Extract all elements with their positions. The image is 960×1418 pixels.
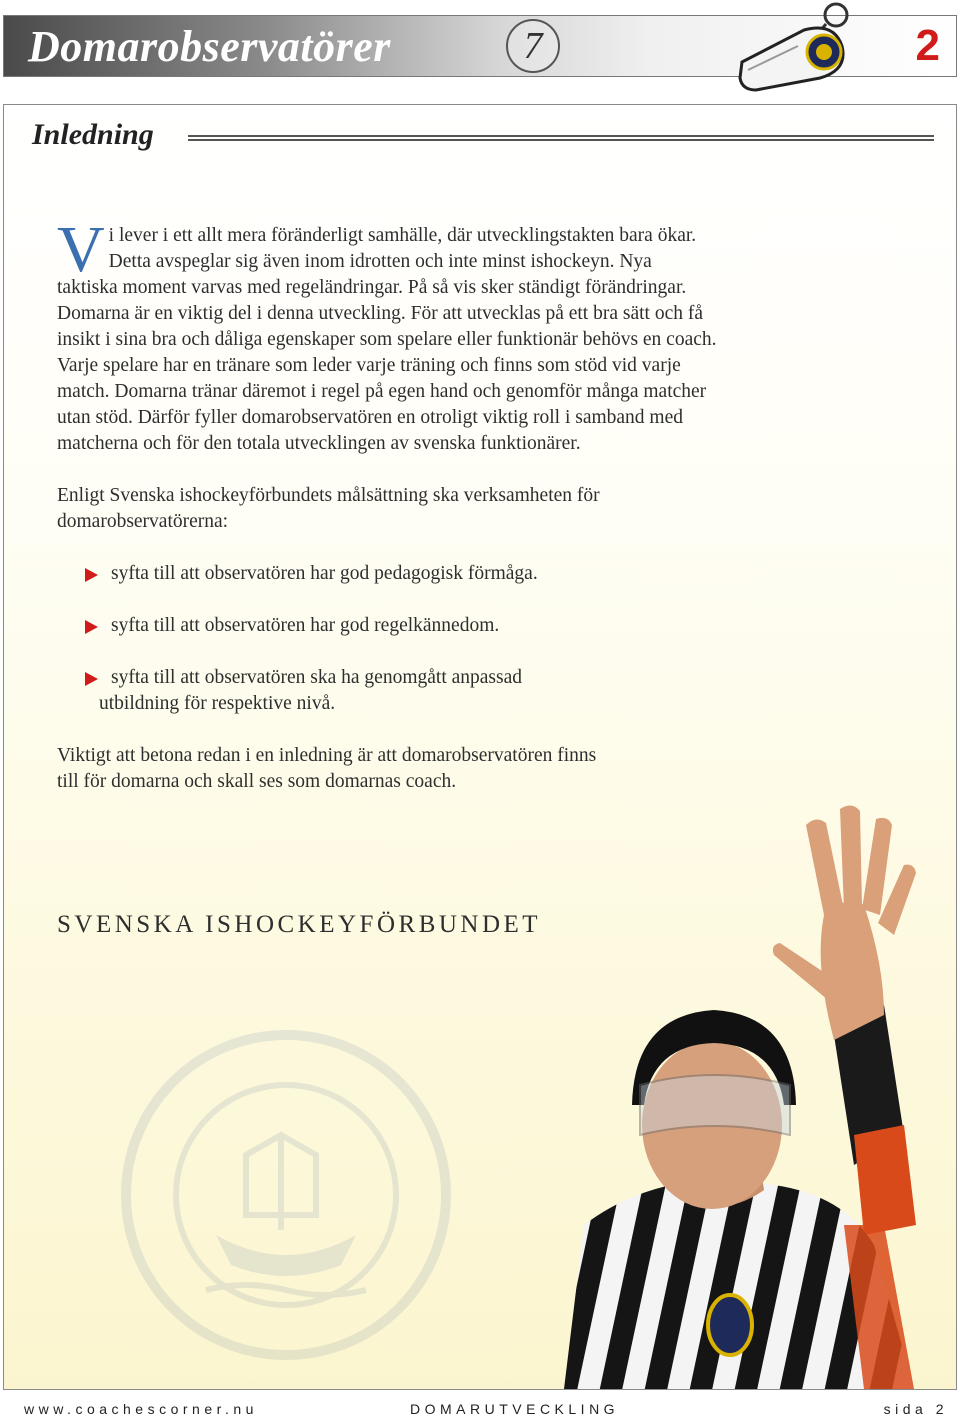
header-page-number: 2 [915, 21, 940, 70]
section-heading: Inledning [32, 118, 154, 151]
bullet-item: syfta till att observatören har god regelkännedom. [57, 613, 717, 639]
bullet-triangle-icon [85, 672, 98, 686]
footer-section-name: DOMARUTVECKLING [410, 1401, 620, 1417]
heading-double-rule [188, 135, 934, 141]
paragraph-coach: Domarna är en viktig del i denna utveckling. För att utvecklas på ett bra sätt och få insikt i sina bra och dåliga egenskaper som spelare eller funktionär behövs en coach. Varje spelare har en tränare som leder varje träning och finns som stöd vid varje match. Domarna tränar däremot i regel på egen hand och genomför många matcher utan stöd. Därför fyller domarobservatören en otroligt viktig roll i samband med matcherna och för den totala utvecklingen av svenska funktionärer. [57, 303, 717, 454]
organization-name: SVENSKA ISHOCKEYFÖRBUNDET [57, 911, 542, 938]
bullet-item: syfta till att observatören har god pedagogisk förmåga. [57, 561, 717, 587]
referee-illustration [544, 805, 954, 1389]
content-panel [3, 104, 957, 1390]
chapter-number-badge: 7 [506, 19, 560, 73]
body-text [57, 213, 717, 795]
drop-cap: V [57, 213, 105, 286]
bullet-item: syfta till att observatören ska ha genomgått anpassad [57, 665, 717, 691]
paragraph-goals: Enligt Svenska ishockeyförbundets målsättning ska verksamheten för domarobservatörerna: [57, 485, 600, 532]
chapter-title: Domarobservatörer [28, 22, 391, 71]
footer-page-number: sida 2 [883, 1401, 948, 1417]
bullet-triangle-icon [85, 568, 98, 582]
intro-paragraph: Vi lever i ett allt mera föränderligt samhälle, där utvecklingstakten bara ökar. Detta avspeglar sig även inom idrotten och inte minst ishockeyn. Nya taktiska moment varvas med regeländringar. På så vis sker ständigt förändringar. [57, 213, 697, 298]
bullet-triangle-icon [85, 620, 98, 634]
whistle-icon [738, 0, 858, 92]
federation-seal-watermark [116, 1025, 456, 1365]
page-footer [0, 1400, 960, 1418]
paragraph-conclusion: Viktigt att betona redan i en inledning är att domarobservatören finns till för domarna och skall ses som domarnas coach. [57, 745, 597, 792]
bullet-item-continued: utbildning för respektive nivå. [99, 693, 336, 714]
footer-website-link[interactable]: www.coachescorner.nu [24, 1401, 258, 1417]
